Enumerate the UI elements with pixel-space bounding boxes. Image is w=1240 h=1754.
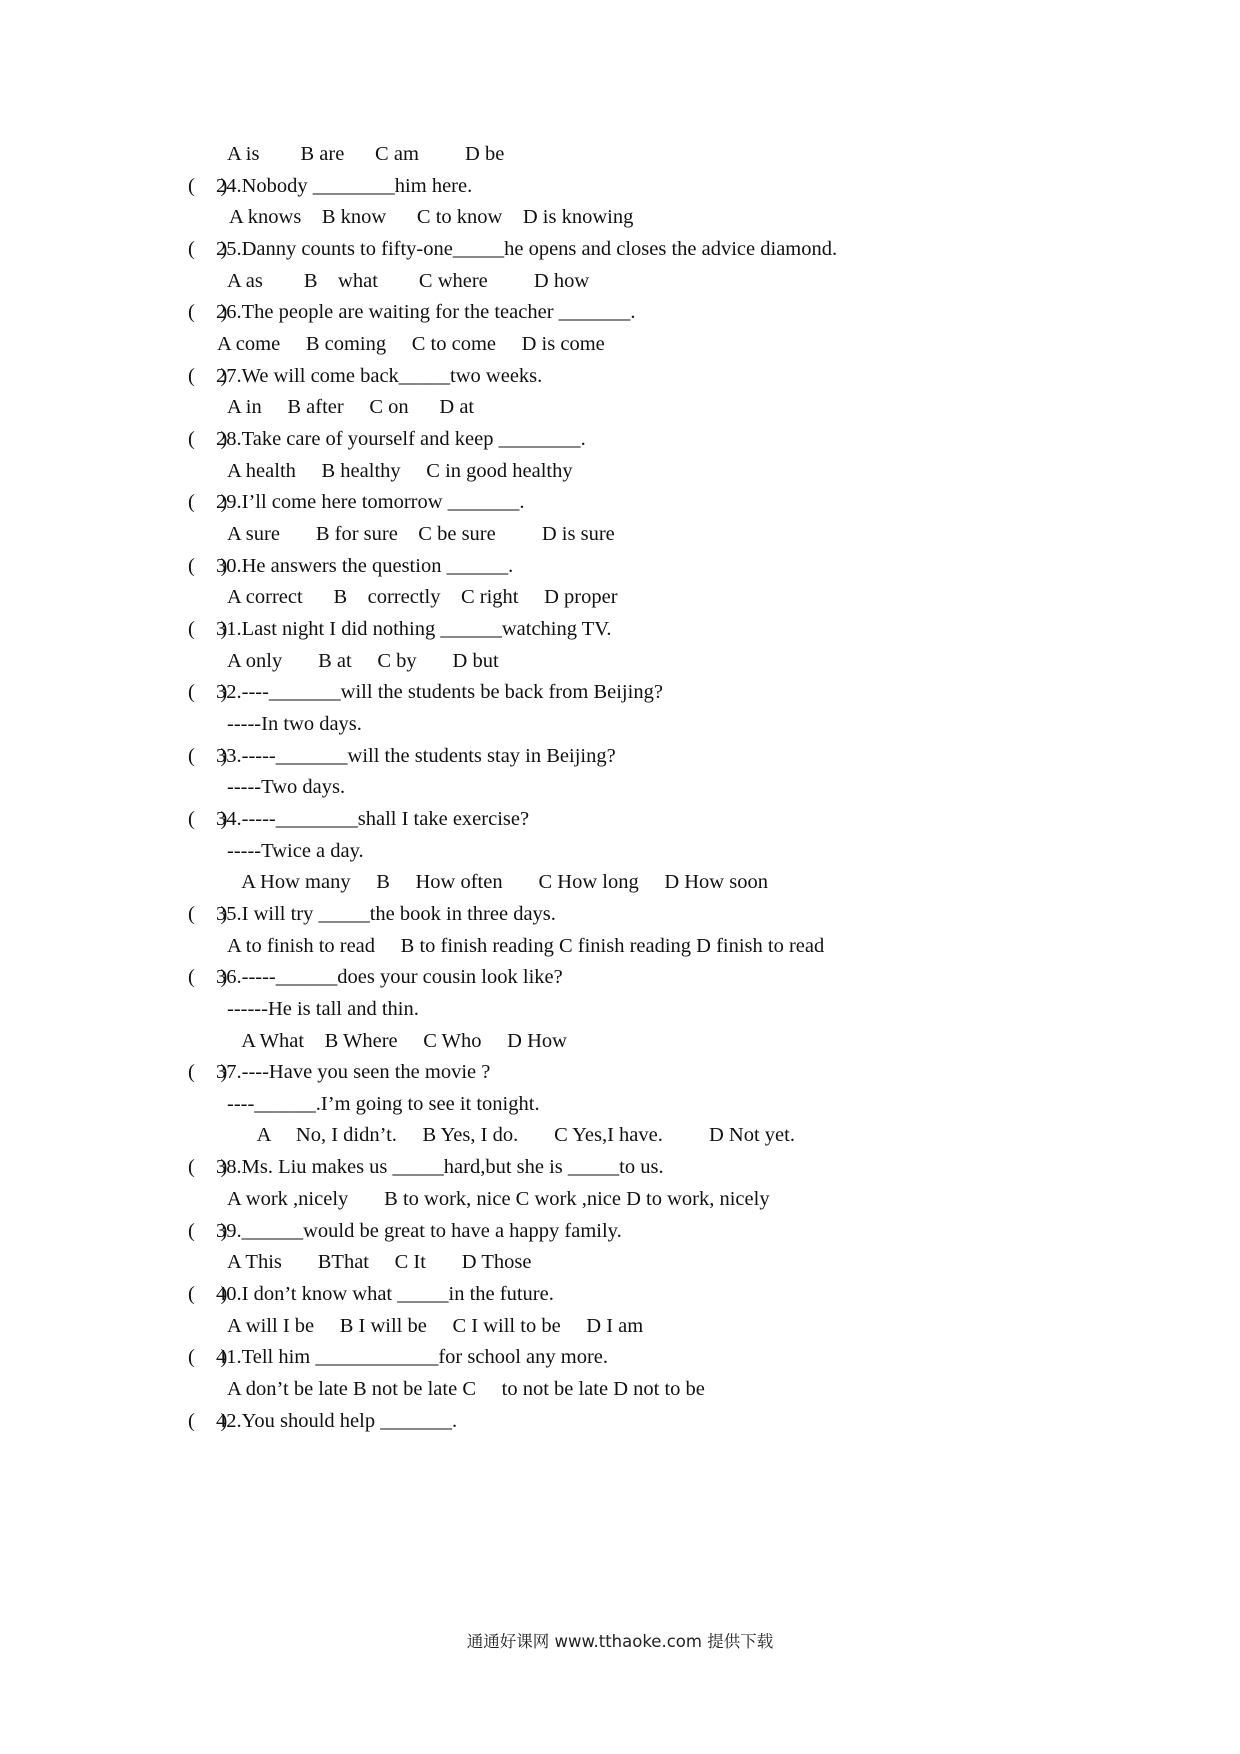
option-text: A work ,nicely B to work, nice C work ,nice D to work, nicely [227,1188,770,1210]
answer-blank-parens: ( ) [188,966,228,988]
answer-blank-parens: ( ) [188,681,228,703]
option-text: A health B healthy C in good healthy [227,460,573,482]
option-text: A is B are C am D be [227,143,505,165]
footer-watermark: 通通好课网 www.tthaoke.com 提供下载 [466,1632,774,1651]
answer-blank-parens: ( ) [188,1061,228,1083]
answer-blank-parens: ( ) [188,555,228,577]
question-text: 34.-----________shall I take exercise? [216,808,530,830]
option-text: A correct B correctly C right D proper [227,586,618,608]
option-text: A as B what C where D how [227,270,590,292]
answer-blank-parens: ( ) [188,1220,228,1242]
option-text: A will I be B I will be C I will to be D I am [227,1315,644,1337]
question-text: 28.Take care of yourself and keep ________. [216,428,586,450]
question-text: 24.Nobody ________him here. [216,175,473,197]
answer-blank-parens: ( ) [188,618,228,640]
answer-blank-parens: ( ) [188,238,228,260]
option-text: ------He is tall and thin. [227,998,419,1020]
option-text: -----Twice a day. [227,840,364,862]
question-text: 40.I don’t know what _____in the future. [216,1283,554,1305]
answer-blank-parens: ( ) [188,808,228,830]
option-text: -----In two days. [227,713,362,735]
answer-blank-parens: ( ) [188,491,228,513]
option-text: A sure B for sure C be sure D is sure [227,523,615,545]
answer-blank-parens: ( ) [188,1410,228,1432]
option-text: A What B Where C Who D How [227,1030,567,1052]
option-text: A come B coming C to come D is come [217,333,605,355]
answer-blank-parens: ( ) [188,745,228,767]
option-text: A to finish to read B to finish reading C finish reading D finish to read [227,935,825,957]
question-text: 26.The people are waiting for the teacher _______. [216,301,636,323]
question-text: 31.Last night I did nothing ______watching TV. [216,618,612,640]
question-text: 39.______would be great to have a happy family. [216,1220,622,1242]
answer-blank-parens: ( ) [188,365,228,387]
answer-blank-parens: ( ) [188,175,228,197]
option-text: -----Two days. [227,776,346,798]
option-text: A knows B know C to know D is knowing [229,206,634,228]
question-text: 25.Danny counts to fifty-one_____he opens and closes the advice diamond. [216,238,838,260]
answer-blank-parens: ( ) [188,428,228,450]
question-text: 38.Ms. Liu makes us _____hard,but she is _____to us. [216,1156,664,1178]
option-text: ----______.I’m going to see it tonight. [227,1093,540,1115]
option-text: A don’t be late B not be late C to not be late D not to be [227,1378,705,1400]
answer-blank-parens: ( ) [188,1346,228,1368]
option-text: A How many B How often C How long D How soon [227,871,768,893]
question-text: 29.I’ll come here tomorrow _______. [216,491,525,513]
question-text: 37.----Have you seen the movie ? [216,1061,491,1083]
answer-blank-parens: ( ) [188,903,228,925]
question-text: 27.We will come back_____two weeks. [216,365,543,387]
question-text: 32.----_______will the students be back from Beijing? [216,681,663,703]
answer-blank-parens: ( ) [188,1283,228,1305]
question-text: 33.-----_______will the students stay in Beijing? [216,745,616,767]
question-text: 35.I will try _____the book in three days. [216,903,556,925]
option-text: A in B after C on D at [227,396,475,418]
answer-blank-parens: ( ) [188,301,228,323]
question-text: 36.-----______does your cousin look like? [216,966,563,988]
question-text: 41.Tell him ____________for school any more. [216,1346,608,1368]
question-text: 42.You should help _______. [216,1410,458,1432]
option-text: A This BThat C It D Those [227,1251,532,1273]
answer-blank-parens: ( ) [188,1156,228,1178]
option-text: A only B at C by D but [227,650,499,672]
question-text: 30.He answers the question ______. [216,555,514,577]
option-text: A No, I didn’t. B Yes, I do. C Yes,I have. D Not yet. [227,1124,795,1146]
